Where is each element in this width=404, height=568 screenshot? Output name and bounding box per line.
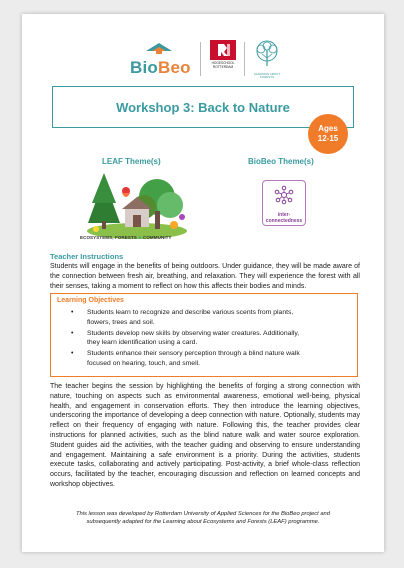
learning-objectives-list	[71, 308, 311, 370]
teacher-instructions-heading: Teacher Instructions	[50, 252, 124, 261]
ages-badge	[308, 114, 348, 154]
eco-caption-amp: &	[138, 235, 142, 240]
list-item: • Students learn to recognize and describe various scents from plants, flowers, trees and soil.	[71, 308, 311, 328]
logo-divider	[244, 42, 245, 76]
ages-label: Ages	[318, 124, 338, 133]
biobeo-logo-beo: Beo	[157, 58, 191, 77]
footer-note: This lesson was developed by Rotterdam University of Applied Sciences for the BioBeo project and subsequently adapted for the Learning about Ecosystems and Forests (LEAF) programme.	[75, 511, 331, 525]
logo-divider	[200, 42, 201, 76]
hr-logo-label: HOGESCHOOL ROTTERDAM	[211, 61, 235, 69]
biobeo-theme-heading: BioBeo Theme(s)	[248, 157, 314, 166]
leaf-tree-logo	[250, 40, 284, 78]
list-item: • Students enhance their sensory perception through a blind nature walk focused on hearing, touch, and smell.	[71, 349, 311, 369]
tree-logo-label: LEARNING ABOUT FORESTS	[253, 72, 281, 80]
page-title: Workshop 3: Back to Nature	[116, 99, 290, 115]
ages-range: 12-15	[317, 134, 339, 143]
teacher-instructions-intro: Students will engage in the benefits of being outdoors. Under guidance, they will be made aware of the connection between fresh air, breathing, and relaxation. They will experience the forest with all their senses, taking a moment to reflect on how this affects their bodies and minds.	[50, 263, 360, 290]
interconnectedness-icon	[274, 185, 294, 205]
list-item: • Students develop new skills by observing water creatures. Additionally, they learn identification using a card.	[71, 329, 311, 349]
biobeo-roof-icon	[144, 42, 174, 58]
hr-emblem	[210, 40, 236, 60]
learning-objectives-box	[50, 293, 358, 377]
title-box	[52, 86, 354, 128]
document-page	[22, 14, 384, 552]
biobeo-logo	[130, 42, 192, 78]
interconnectedness-label-line2: connectedness	[265, 218, 303, 224]
ecosystems-caption	[80, 235, 172, 240]
eco-caption-b: COMMUNITY	[141, 235, 172, 240]
hr-emblem-icon	[210, 40, 236, 60]
interconnectedness-label	[263, 212, 305, 224]
ecosystems-illustration	[82, 171, 192, 241]
interconnectedness-theme-tile	[262, 180, 306, 226]
session-description: The teacher begins the session by highlighting the benefits of forging a strong connection with nature, touching on aspects such as environmental awareness, emotional well-being, physical health, and engagement in conservation efforts. They then introduce the learning objectives, underscoring the importance of developing a deep connection with nature. Optionally, students may reflect on their frequency of engaging with nature. Following this, the teacher provides clear instructions for planned activities, such as the blind nature walk and water source exploration. Student guides aid the activities, with the teacher guiding and observing to ensure understanding and engagement. Maintaining a safe environment is a priority. During the activities, students execute tasks, collaborating and actively participating. Post-activity, a brief whole-class reflection occurs, facilitated by the teacher, encouraging discussion and reflection on learned concepts and workshop objectives.	[50, 383, 360, 488]
leaf-theme-heading: LEAF Theme(s)	[102, 157, 161, 166]
eco-caption-a: ECOSYSTEMS, FORESTS	[80, 235, 139, 240]
tree-icon	[250, 40, 284, 68]
forest-illustration-icon	[82, 171, 192, 241]
learning-objectives-heading: Learning Objectives	[57, 297, 124, 304]
interconnectedness-label-line1: inter-	[277, 212, 291, 218]
hogeschool-rotterdam-logo	[208, 40, 238, 78]
biobeo-logo-bio: Bio	[130, 58, 158, 77]
logo-bar	[22, 40, 384, 80]
